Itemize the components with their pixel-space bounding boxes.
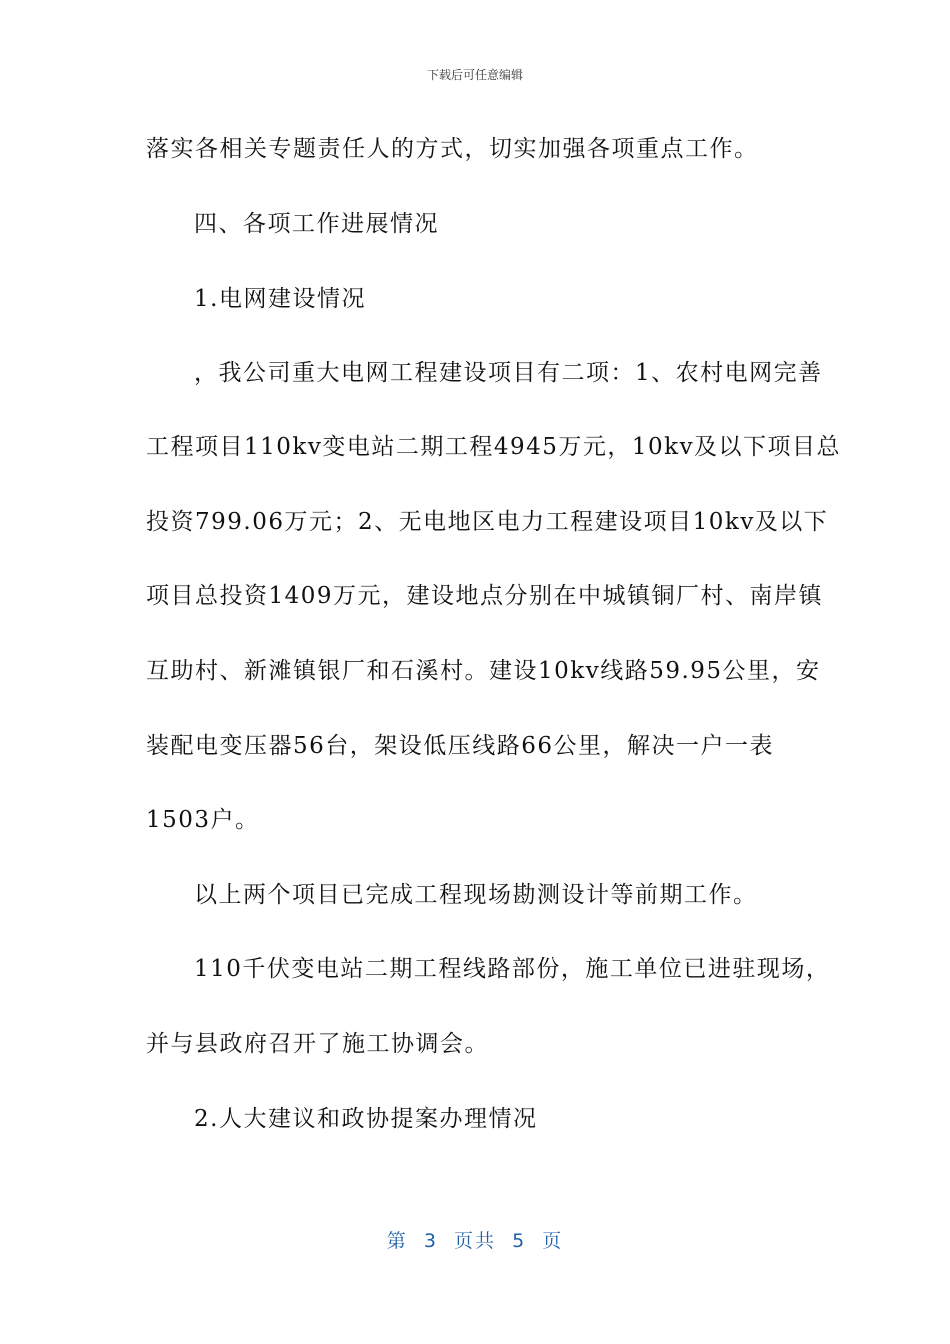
body-line: 以上两个项目已完成工程现场勘测设计等前期工作。: [194, 882, 758, 908]
body-line: 互助村、新滩镇银厂和石溪村。建设10kv线路59.95公里，安: [146, 658, 821, 684]
body-line: 投资799.06万元；2、无电地区电力工程建设项目10kv及以下: [146, 509, 829, 535]
body-line: 装配电变压器56台，架设低压线路66公里，解决一户一表: [146, 733, 775, 759]
page-header: 下载后可任意编辑: [426, 68, 523, 82]
body-line: 1503户。: [146, 807, 260, 833]
body-line: 并与县政府召开了施工协调会。: [146, 1031, 489, 1057]
body-line: 落实各相关专题责任人的方式，切实加强各项重点工作。: [146, 136, 759, 162]
subsection-heading: 1.电网建设情况: [194, 286, 366, 312]
body-line: 项目总投资1409万元，建设地点分别在中城镇铜厂村、南岸镇: [146, 583, 824, 609]
body-line: 110千伏变电站二期工程线路部份，施工单位已进驻现场，: [194, 956, 831, 982]
section-heading: 四、各项工作进展情况: [194, 211, 439, 237]
subsection-heading: 2.人大建议和政协提案办理情况: [194, 1106, 538, 1132]
page-number-footer: 第 3 页共 5 页: [386, 1230, 564, 1252]
body-line: 工程项目110kv变电站二期工程4945万元，10kv及以下项目总: [146, 434, 842, 460]
body-line: ，我公司重大电网工程建设项目有二项：1、农村电网完善: [194, 360, 823, 386]
